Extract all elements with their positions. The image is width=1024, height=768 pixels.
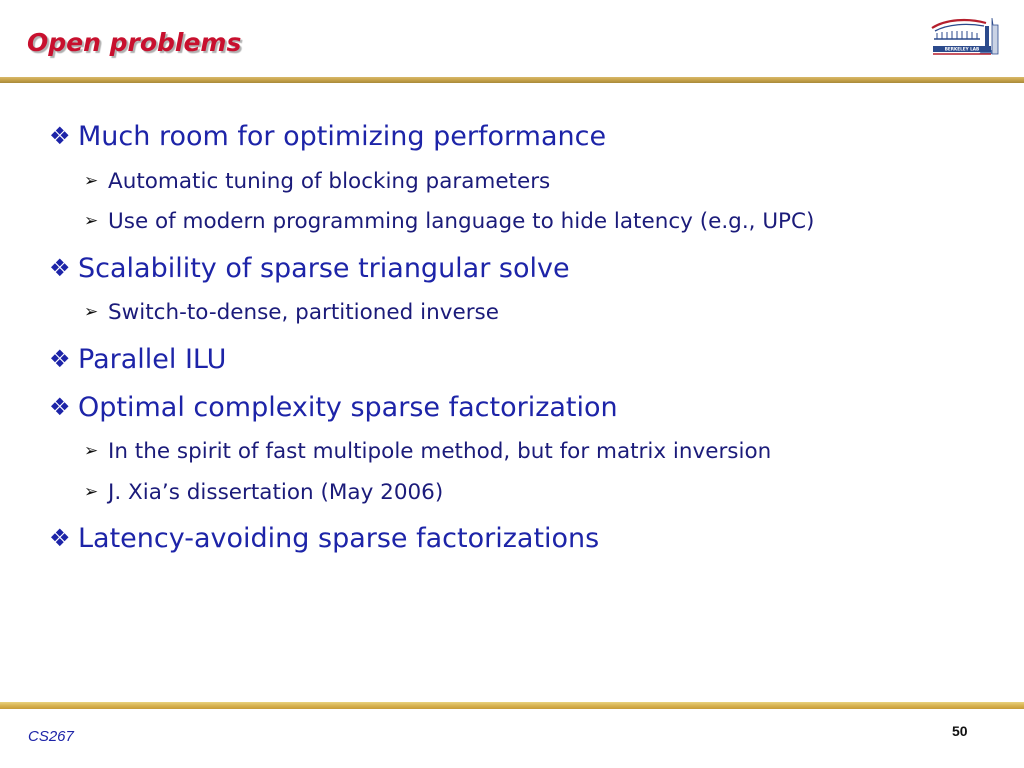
arrow-bullet-icon: ➢ bbox=[84, 441, 99, 461]
sub-bullet-item bbox=[84, 438, 771, 465]
diamond-bullet-icon: ❖ bbox=[49, 524, 71, 552]
bullet-item bbox=[49, 252, 570, 285]
arrow-bullet-icon: ➢ bbox=[84, 211, 99, 231]
bullet-text: Optimal complexity sparse factorization bbox=[78, 392, 618, 423]
diamond-bullet-icon: ❖ bbox=[49, 345, 71, 373]
sub-bullet-text: Use of modern programming language to hide latency (e.g., UPC) bbox=[108, 209, 815, 234]
bullet-text: Latency-avoiding sparse factorizations bbox=[78, 523, 600, 554]
logo-text: BERKELEY LAB bbox=[944, 46, 980, 52]
bullet-text: Parallel ILU bbox=[78, 344, 227, 375]
course-footer: CS267 bbox=[28, 728, 74, 745]
sub-bullet-item bbox=[84, 479, 443, 506]
bullet-item bbox=[49, 343, 226, 376]
sub-bullet-text: In the spirit of fast multipole method, but for matrix inversion bbox=[108, 439, 772, 464]
sub-bullet-item bbox=[84, 299, 499, 326]
bullet-text: Much room for optimizing performance bbox=[78, 121, 607, 152]
bullet-item bbox=[49, 391, 618, 424]
diamond-bullet-icon: ❖ bbox=[49, 254, 71, 282]
sub-bullet-text: Switch-to-dense, partitioned inverse bbox=[108, 300, 499, 325]
bullet-item bbox=[49, 522, 599, 555]
arrow-bullet-icon: ➢ bbox=[84, 302, 99, 322]
sub-bullet-item bbox=[84, 168, 550, 195]
arrow-bullet-icon: ➢ bbox=[84, 171, 99, 191]
bottom-divider bbox=[0, 702, 1024, 709]
arrow-bullet-icon: ➢ bbox=[84, 482, 99, 502]
diamond-bullet-icon: ❖ bbox=[49, 122, 71, 150]
bullet-text: Scalability of sparse triangular solve bbox=[78, 253, 570, 284]
diamond-bullet-icon: ❖ bbox=[49, 393, 71, 421]
sub-bullet-item bbox=[84, 208, 814, 235]
sub-bullet-text: J. Xia’s dissertation (May 2006) bbox=[108, 480, 444, 505]
page-number: 50 bbox=[952, 723, 968, 739]
sub-bullet-text: Automatic tuning of blocking parameters bbox=[108, 169, 551, 194]
bullet-item bbox=[49, 120, 606, 153]
slide-title: Open problems bbox=[27, 28, 242, 57]
